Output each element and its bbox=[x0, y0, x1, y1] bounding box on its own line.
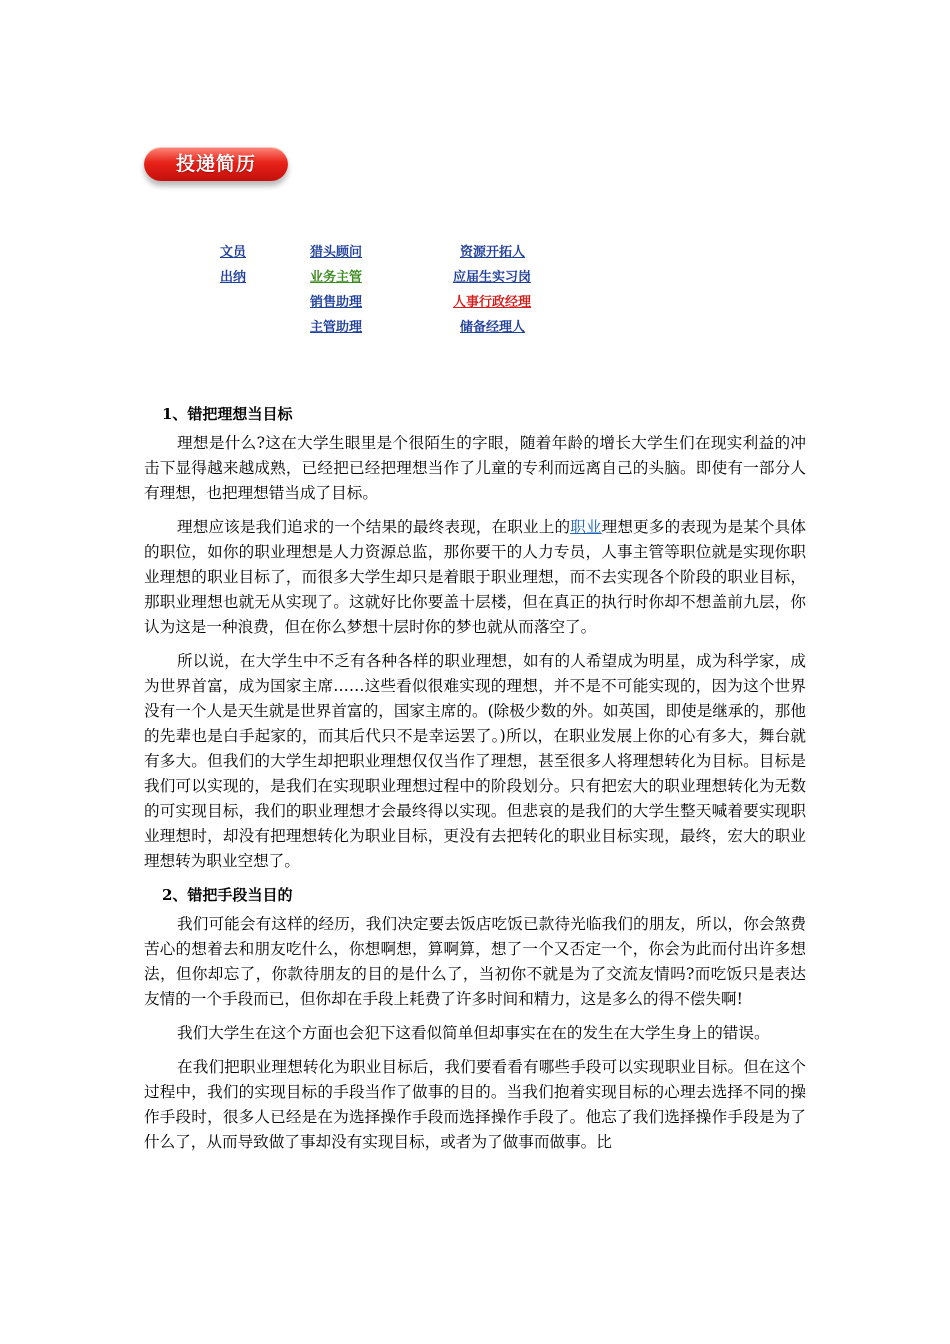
job-link-graduate-intern[interactable]: 应届生实习岗 bbox=[453, 270, 532, 285]
section-2-paragraph-1: 我们可能会有这样的经历，我们决定要去饭店吃饭已款待光临我们的朋友，所以，你会煞费苦心的想着去和朋友吃什么，你想啊想，算啊算，想了一个又否定一个，你会为此而付出许多想法，但你却忘了，你款待朋友的目的是什么了，当初你不就是为了交流友情吗?而吃饭只是表达友情的一个手段而已，但你却在手段上耗费了许多时间和精力，这是多么的得不偿失啊! bbox=[144, 915, 806, 1008]
section-1-paragraph-3: 所以说，在大学生中不乏有各种各样的职业理想，如有的人希望成为明星，成为科学家，成为世界首富，成为国家主席……这些看似很难实现的理想，并不是不可能实现的，因为这个世界没有一个人是天生就是世界首富的，国家主席的。(除极少数的外。如英国，即使是继承的，那他的先辈也是白手起家的，而其后代只不是幸运罢了。)所以，在职业发展上你的心有多大，舞台就有多大。但我们的大学生却把职业理想仅仅当作了理想，甚至很多人将理想转化为目标。目标是我们可以实现的，是我们在实现职业理想过程中的阶段划分。只有把宏大的职业理想转化为无数的可实现目标，我们的职业理想才会最终得以实现。但悲哀的是我们的大学生整天喊着要实现职业理想时，却没有把理想转化为职业目标，更没有去把转化的职业目标实现，最终，宏大的职业理想转为职业空想了。 bbox=[144, 652, 806, 870]
section-1-paragraph-2 bbox=[144, 515, 806, 640]
section-2-paragraph-2: 我们大学生在这个方面也会犯下这看似简单但却事实在在的发生在大学生身上的错误。 bbox=[177, 1024, 770, 1042]
section-1-paragraph-1: 理想是什么?这在大学生眼里是个很陌生的字眼，随着年龄的增长大学生们在现实利益的冲击下显得越来越成熟，已经把已经把理想当作了儿童的专利而远离自己的头脑。即使有一部分人有理想，也把理想错当成了目标。 bbox=[144, 434, 806, 502]
paragraph-text: 理想更多的表现为是某个具体的职位，如你的职业理想是人力资源总监，那你要干的人力专员，人事主管等职位就是实现你职业理想的职业目标了，而很多大学生却只是着眼于职业理想，而不去实现各个阶段的职业目标，那职业理想也就无从实现了。这就好比你要盖十层楼，但在真正的执行时你却不想盖前九层，你认为这是一种浪费，但在你么梦想十层时你的梦也就从而落空了。 bbox=[144, 518, 806, 636]
section-2-heading: 2、错把手段当目的 bbox=[162, 886, 293, 904]
job-link-hr-admin-manager[interactable]: 人事行政经理 bbox=[453, 295, 532, 310]
job-link-reserve-manager[interactable]: 储备经理人 bbox=[460, 320, 526, 335]
job-link-resource-developer[interactable]: 资源开拓人 bbox=[460, 245, 526, 260]
article-body bbox=[144, 402, 806, 1164]
job-link-business-supervisor[interactable]: 业务主管 bbox=[310, 270, 363, 285]
career-link[interactable]: 职业 bbox=[570, 518, 602, 536]
section-2-paragraph-3: 在我们把职业理想转化为职业目标后，我们要看看有哪些手段可以实现职业目标。但在这个过程中，我们的实现目标的手段当作了做事的目的。当我们抱着实现目标的心理去选择不同的操作手段时，很多人已经是在为选择操作手段而选择操作手段了。他忘了我们选择操作手段是为了什么了，从而导致做了事却没有实现目标，或者为了做事而做事。比 bbox=[144, 1058, 806, 1151]
job-link-sales-assistant[interactable]: 销售助理 bbox=[310, 295, 363, 310]
job-link-supervisor-assistant[interactable]: 主管助理 bbox=[310, 320, 363, 335]
section-1-heading: 1、错把理想当目标 bbox=[162, 405, 293, 423]
apply-resume-button[interactable]: 投递简历 bbox=[144, 147, 288, 181]
job-link-clerk[interactable]: 文员 bbox=[220, 245, 247, 260]
job-link-cashier[interactable]: 出纳 bbox=[220, 270, 247, 285]
job-link-headhunter[interactable]: 猎头顾问 bbox=[310, 245, 363, 260]
paragraph-text: 理想应该是我们追求的一个结果的最终表现，在职业上的 bbox=[177, 518, 571, 536]
